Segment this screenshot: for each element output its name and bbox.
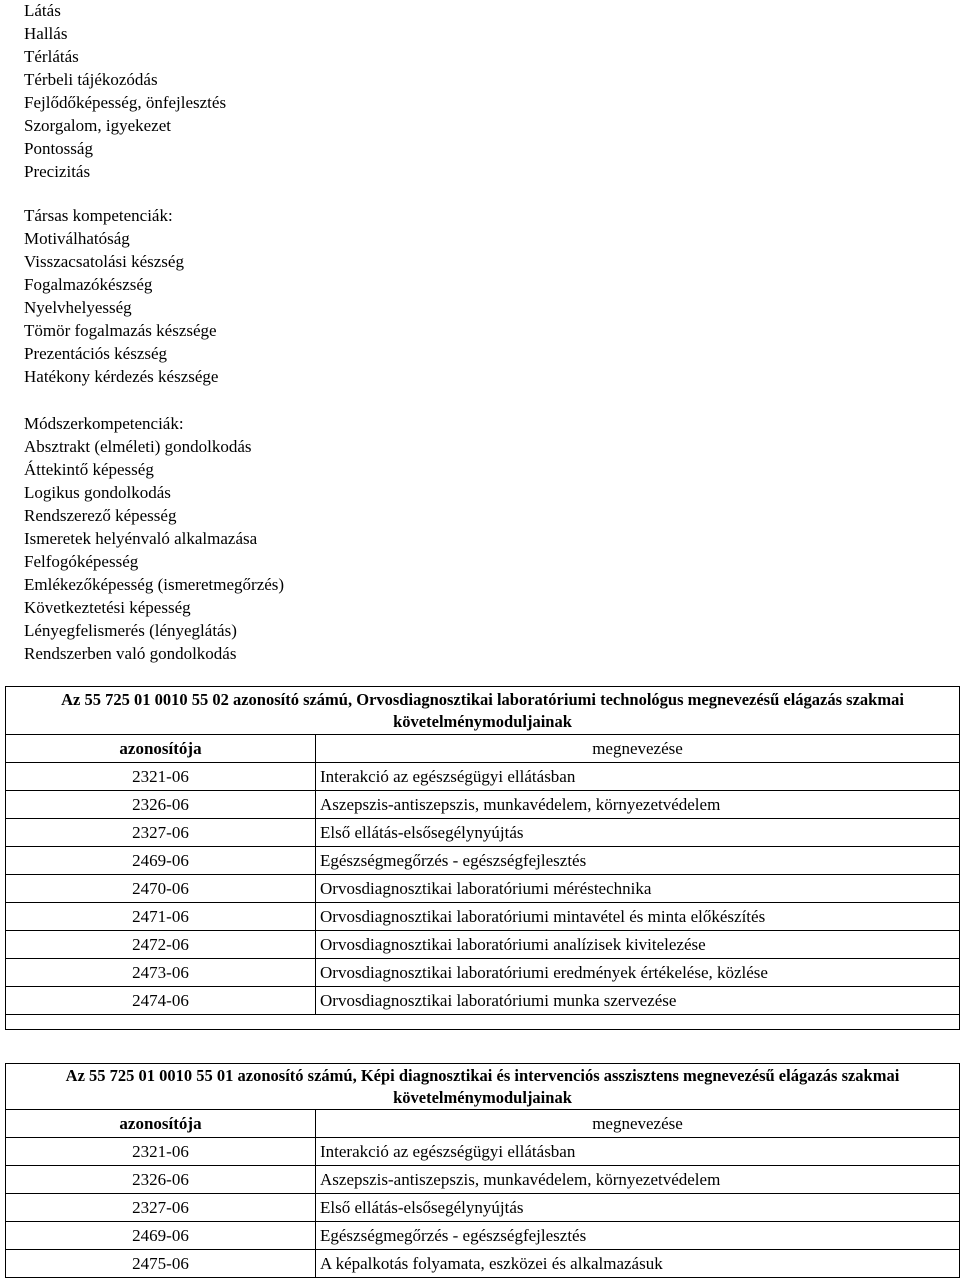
module-name: A képalkotás folyamata, eszközei és alkalmazásuk [316,1250,960,1278]
table-title: Az 55 725 01 0010 55 01 azonosító számú, Képi diagnosztikai és intervenciós asszisztens megnevezésű elágazás szakmai követelménymoduljainak [6,1064,960,1110]
module-name: Egészségmegőrzés - egészségfejlesztés [316,847,960,875]
list-item: Hatékony kérdezés készsége [24,367,219,386]
module-name: Aszepszis-antiszepszis, munkavédelem, környezetvédelem [316,1166,960,1194]
list-item: Motiválhatóság [24,229,130,248]
module-name: Orvosdiagnosztikai laboratóriumi analízisek kivitelezése [316,931,960,959]
module-name: Orvosdiagnosztikai laboratóriumi eredmények értékelése, közlése [316,959,960,987]
table-row [6,903,960,931]
module-code: 2471-06 [6,903,316,931]
module-code: 2321-06 [6,763,316,791]
module-code: 2470-06 [6,875,316,903]
table-row [6,763,960,791]
list-item: Térlátás [24,47,79,66]
list-item: Logikus gondolkodás [24,483,171,502]
module-code: 2326-06 [6,791,316,819]
list-item: Látás [24,1,61,20]
module-table-laboratory [5,686,960,1030]
list-item: Következtetési képesség [24,598,191,617]
list-item: Absztrakt (elméleti) gondolkodás [24,437,252,456]
table-row [6,931,960,959]
list-item: Lényegfelismerés (lényeglátás) [24,621,237,640]
table-row [6,1222,960,1250]
method-competencies-list [24,412,284,665]
list-item: Ismeretek helyénvaló alkalmazása [24,529,258,548]
list-item: Prezentációs készség [24,344,168,363]
table-row [6,791,960,819]
module-code: 2472-06 [6,931,316,959]
section-heading: Társas kompetenciák: [24,206,173,225]
module-code: 2474-06 [6,987,316,1015]
module-code: 2469-06 [6,1222,316,1250]
list-item: Precizitás [24,162,91,181]
column-header-code: azonosítója [6,735,316,763]
table-title: Az 55 725 01 0010 55 02 azonosító számú, Orvosdiagnosztikai laboratóriumi technológus megnevezésű elágazás szakmai követelménymoduljainak [6,687,960,735]
table-row [6,875,960,903]
list-item: Fejlődőképesség, önfejlesztés [24,93,227,112]
module-name: Interakció az egészségügyi ellátásban [316,763,960,791]
column-header-name: megnevezése [316,1110,960,1138]
table-row [6,987,960,1015]
module-name: Orvosdiagnosztikai laboratóriumi munka szervezése [316,987,960,1015]
list-item: Tömör fogalmazás készsége [24,321,217,340]
list-item: Fogalmazókészség [24,275,153,294]
list-item: Áttekintő képesség [24,460,154,479]
module-code: 2326-06 [6,1166,316,1194]
module-name: Orvosdiagnosztikai laboratóriumi mintavétel és minta előkészítés [316,903,960,931]
module-name: Orvosdiagnosztikai laboratóriumi méréstechnika [316,875,960,903]
module-code: 2469-06 [6,847,316,875]
table-row [6,1250,960,1278]
module-name: Aszepszis-antiszepszis, munkavédelem, környezetvédelem [316,791,960,819]
list-item: Nyelvhelyesség [24,298,132,317]
list-item: Szorgalom, igyekezet [24,116,171,135]
social-competencies-list [24,204,218,388]
module-code: 2475-06 [6,1250,316,1278]
column-header-code: azonosítója [6,1110,316,1138]
module-code: 2321-06 [6,1138,316,1166]
table-row [6,959,960,987]
list-item: Hallás [24,24,68,43]
list-item: Emlékezőképesség (ismeretmegőrzés) [24,575,285,594]
section-heading: Módszerkompetenciák: [24,414,184,433]
table-row [6,1194,960,1222]
column-header-name: megnevezése [316,735,960,763]
list-item: Pontosság [24,139,93,158]
module-code: 2327-06 [6,1194,316,1222]
list-item: Rendszerben való gondolkodás [24,644,237,663]
table-row [6,819,960,847]
table-footer-spacer [6,1015,960,1030]
list-item: Rendszerező képesség [24,506,177,525]
list-item: Térbeli tájékozódás [24,70,158,89]
module-name: Első ellátás-elsősegélynyújtás [316,1194,960,1222]
module-code: 2327-06 [6,819,316,847]
personal-skills-list [24,0,226,183]
module-table-imaging [5,1063,960,1278]
table-row [6,847,960,875]
list-item: Visszacsatolási készség [24,252,184,271]
list-item: Felfogóképesség [24,552,139,571]
module-name: Első ellátás-elsősegélynyújtás [316,819,960,847]
module-name: Egészségmegőrzés - egészségfejlesztés [316,1222,960,1250]
module-name: Interakció az egészségügyi ellátásban [316,1138,960,1166]
table-row [6,1138,960,1166]
table-row [6,1166,960,1194]
module-code: 2473-06 [6,959,316,987]
